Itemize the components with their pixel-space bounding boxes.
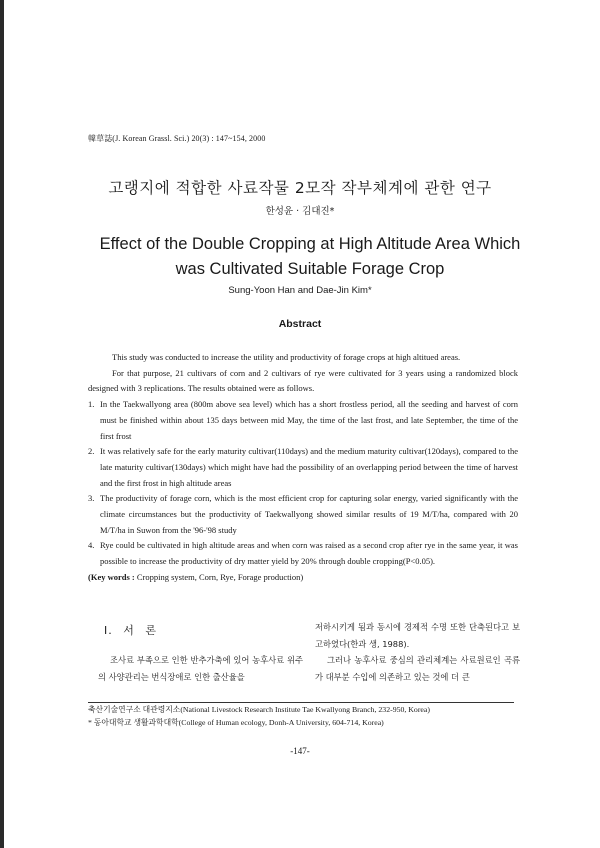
keywords-text: Cropping system, Corn, Rye, Forage production) [134, 571, 304, 582]
body-paragraph: 저하시키게 됨과 동시에 경제적 수명 또한 단축된다고 보고하였다(한과 생, 1988). [315, 622, 520, 649]
body-paragraph: 조사료 부족으로 인한 반추가축에 있어 농후사료 위주의 사양관리는 번식장애로 인한 출산율을 [98, 655, 303, 682]
footnote-affiliation-1: 축산기술연구소 대관령지소(National Livestock Research Institute Tae Kwallyong Branch, 232-950, Korea) [88, 705, 430, 714]
result-item [88, 397, 518, 444]
result-item [88, 444, 518, 491]
result-item [88, 538, 518, 569]
footnote-affiliation-2: * 동아대학교 생활과학대학(College of Human ecology, Donh-A University, 604-714, Korea) [88, 717, 384, 727]
korean-authors: 한성윤 · 김대진* [265, 206, 335, 217]
result-number: 2. [88, 446, 95, 457]
english-title [60, 232, 560, 282]
english-authors: Sung-Yoon Han and Dae-Jin Kim* [228, 285, 372, 296]
english-title-line1: Effect of the Double Cropping at High Altitude Area Which [99, 235, 521, 253]
abstract-paragraph: This study was conducted to increase the utility and productivity of forage crops at high altitued areas. [112, 352, 461, 362]
footnote-divider [88, 702, 514, 703]
result-number: 1. [88, 399, 95, 410]
body-paragraph: 그러나 농후사료 중심의 관리체계는 사료원료인 곡류가 대부분 수입에 의존하고 있는 것에 더 큰 [315, 655, 520, 682]
korean-title: 고랭지에 적합한 사료작물 2모작 작부체계에 관한 연구 [108, 179, 492, 197]
scan-binding-edge [0, 0, 4, 848]
body-column-right [315, 619, 520, 685]
keywords-label: (Key words : [88, 571, 135, 582]
result-number: 3. [88, 493, 95, 504]
abstract-body [88, 350, 518, 586]
english-title-line2: was Cultivated Suitable Forage Crop [175, 260, 445, 278]
page-number: -147- [290, 746, 310, 756]
abstract-heading: Abstract [278, 318, 322, 330]
abstract-paragraph: For that purpose, 21 cultivars of corn and 2 cultivars of rye were cultivated for 3 years using a randomized block designed with 3 replications. The results obtained were as follows. [88, 367, 518, 394]
journal-reference: 韓草誌(J. Korean Grassl. Sci.) 20(3) : 147~154, 2000 [88, 134, 266, 143]
abstract-results-list [88, 397, 518, 570]
footnotes [88, 704, 430, 729]
result-text: Rye could be cultivated in high altitude areas and when corn was raised as a second crop after rye in the same year, it was possible to increase the productivity of dry matter yield by 20% through double cropping(P<0.05). [100, 540, 518, 567]
result-number: 4. [88, 540, 95, 551]
section-heading-introduction: Ⅰ. 서 론 [104, 624, 157, 637]
body-column-left [98, 652, 303, 685]
result-text: It was relatively safe for the early maturity cultivar(110days) and the medium maturity cultivar(120days), compared to the late maturity cultivar(130days) which might have had the possibility of an overlapping period between the time of harvest and the first frost in high altitude areas [100, 446, 518, 488]
keywords-line [88, 570, 518, 586]
result-text: In the Taekwallyong area (800m above sea level) which has a short frostless period, all the seeding and harvest of corn must be finished within about 135 days between mid May, the time of the last frost, and late September, the time of the first frost [100, 399, 518, 441]
result-text: The productivity of forage corn, which is the most efficient crop for capturing solar energy, varied significantly with the climate circumstances but the productivity of Taekwallyong showed similar results of 19 M/T/ha, compared with 20 M/T/ha in Suwon from the '96-'98 study [100, 493, 518, 535]
result-item [88, 491, 518, 538]
